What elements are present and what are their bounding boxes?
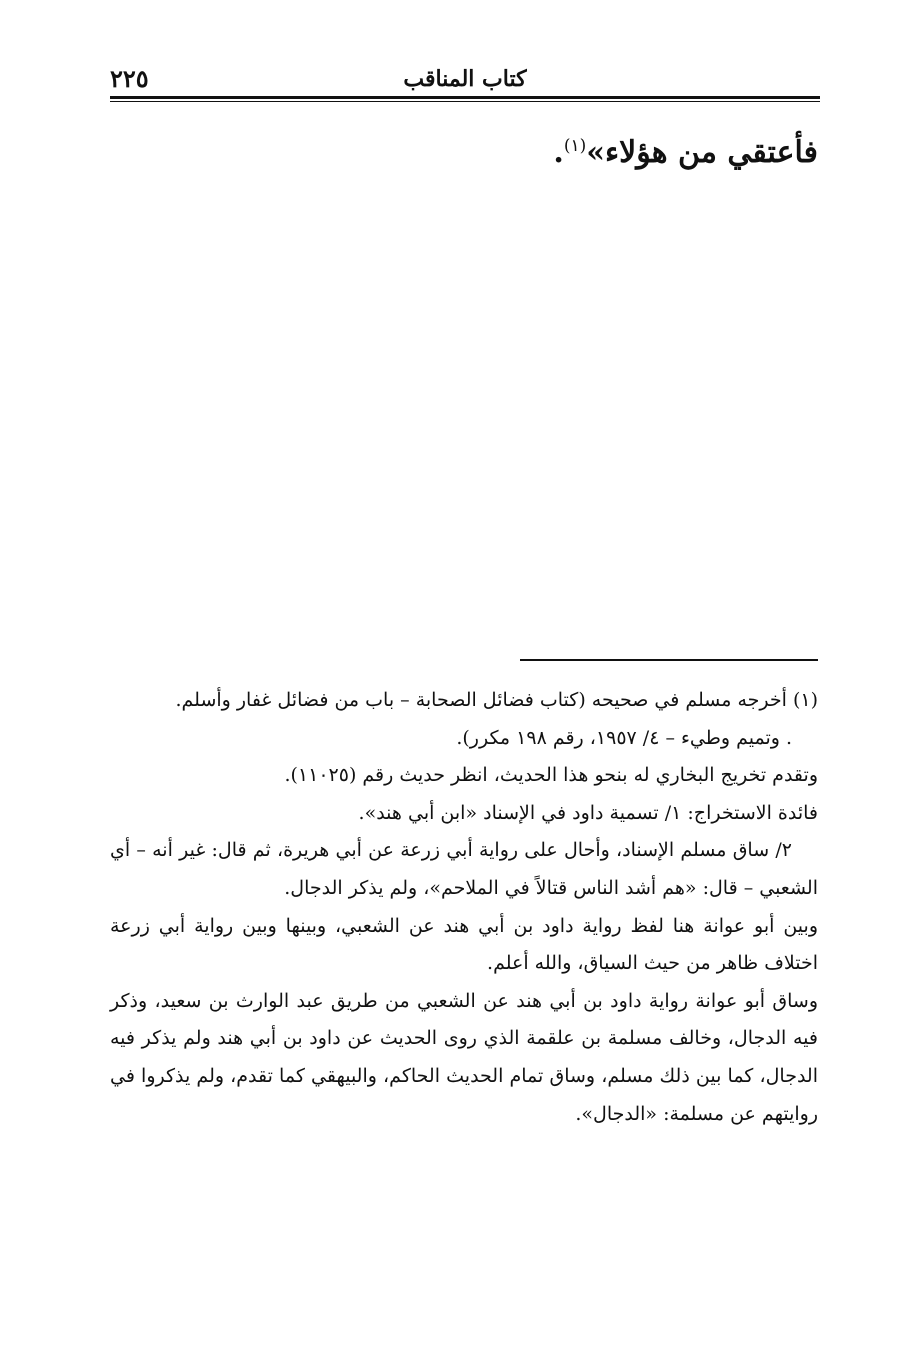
main-text-end: .: [553, 135, 564, 170]
page-number: ٢٢٥: [110, 64, 149, 93]
header-rule: [110, 96, 820, 99]
main-text: [110, 122, 818, 177]
main-text-body: فأعتقي من هؤلاء»: [586, 135, 818, 170]
footnote-separator: [520, 659, 818, 661]
footnote-paragraph: . وتميم وطيء – ٤/ ١٩٥٧، رقم ١٩٨ مكرر).: [456, 726, 792, 749]
header-rule-thin: [110, 101, 820, 102]
footnotes: [110, 682, 818, 1133]
page-header: [110, 62, 820, 96]
footnote-paragraph: فائدة الاستخراج: ١/ تسمية داود في الإسناد «ابن أبي هند».: [358, 801, 818, 824]
footnote-paragraph: وساق أبو عوانة رواية داود بن أبي هند عن الشعبي من طريق عبد الوارث بن سعيد، وذكر فيه الدجال، وخالف مسلمة بن علقمة الذي روى الحديث عن داود بن أبي هند ولم يذكر فيه الدجال، كما بين ذلك مسلم، وساق تمام الحديث الحاكم، والبيهقي كما تقدم، ولم يذكروا في روايتهم عن مسلمة: «الدجال».: [110, 989, 818, 1125]
footnote-paragraph: وبين أبو عوانة هنا لفظ رواية داود بن أبي هند عن الشعبي، وبينها وبين رواية أبي زرعة اختلاف ظاهر من حيث السياق، والله أعلم.: [110, 914, 818, 975]
chapter-title: كتاب المناقب: [403, 66, 527, 92]
footnote-paragraph: (١) أخرجه مسلم في صحيحه (كتاب فضائل الصحابة – باب من فضائل غفار وأسلم.: [175, 689, 818, 711]
footnote-paragraph: وتقدم تخريج البخاري له بنحو هذا الحديث، انظر حديث رقم (١١٠٢٥).: [284, 764, 818, 787]
footnote-reference: (١): [563, 136, 587, 156]
footnote-paragraph: ٢/ ساق مسلم الإسناد، وأحال على رواية أبي زرعة عن أبي هريرة، ثم قال: غير أنه – أي الشعبي – قال: «هم أشد الناس قتالاً في الملاحم»، ولم يذكر الدجال.: [110, 839, 818, 899]
